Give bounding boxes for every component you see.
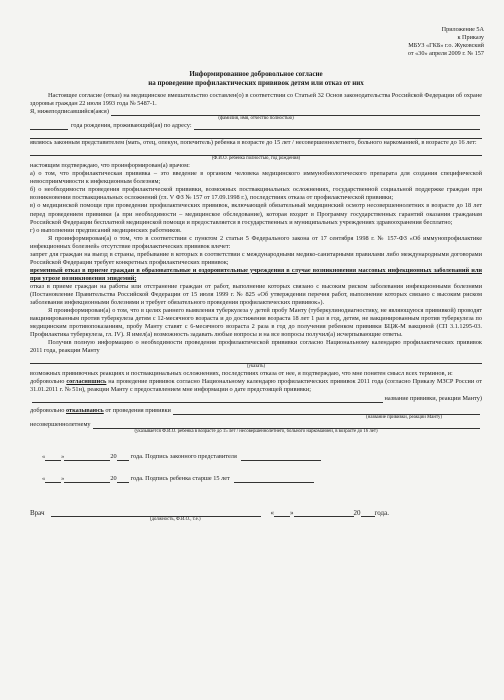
refusal-lead: добровольно — [30, 406, 65, 414]
appendix-line: МБУЗ «ГКБ» г.о. Жуковский — [408, 42, 484, 49]
title-line: Информированное добровольное согласие — [189, 70, 323, 78]
parent-month-field[interactable] — [64, 453, 110, 461]
refusal-word: отказываюсь — [65, 406, 104, 414]
minor-caption: (указывается Ф.И.О. ребенка в возрасте до 15 лет / несовершеннолетнего, больного наркоманией, в возрасте до 16 лет) — [134, 428, 378, 434]
refusal-rest: от проведения прививки — [105, 406, 171, 414]
consent-paragraph: добровольно согласившись на проведение прививок согласно Национальному календарю профилактических прививок 2011 года (согласно Приказу МЗСР России от 31.01.2011 г. № 51н), реакции Манту с предоставлением мне информации о дате предстоящей прививки; — [30, 378, 482, 394]
birth-row — [30, 122, 482, 130]
birth-lead: года рождения, проживающий(ая) по адресу: — [71, 122, 192, 130]
doctor-label: Врач — [30, 508, 45, 517]
child-day-field[interactable] — [45, 475, 61, 483]
body-paragraph: б) о необходимости проведения профилактической прививки, возможных поствакцинальных осложнениях, государственной социальной поддержке граждан при возникновении поствакцинальных осложнений (гл. V ФЗ № 157 от 17.09.1998 г.), последствиях отказа от профилактической прививки; — [30, 186, 482, 202]
minor-fio-field[interactable] — [93, 421, 480, 429]
specify-caption: (указать) — [246, 364, 266, 370]
body-paragraph: временный отказ в приеме граждан в образовательные и оздоровительные учреждения в случае возникновения массовых инфекционных заболеваний или при угрозе возникновения эпидемий; — [30, 266, 482, 282]
document-title — [30, 70, 482, 88]
consent-vaccine-field[interactable] — [32, 395, 383, 403]
consent-word: согласившись — [66, 378, 107, 386]
doctor-year-field[interactable] — [361, 509, 375, 517]
doctor-field[interactable] — [51, 509, 261, 517]
child-caption: (Ф.И.О. ребенка полностью, год рождения) — [211, 156, 301, 162]
body-paragraph: отказ в приеме граждан на работы или отстранение граждан от работ, выполнение которых связано с высоким риском заболевания инфекционными болезнями (Постановление Правительства Российской Федерации от 15 июля 1999 г. № 825 «Об утверждении перечня работ, выполнение которых связано с высоким риском заболевания инфекционными болезнями и требует обязательного проведения профилактических прививок»). — [30, 282, 482, 307]
parent-day-field[interactable] — [45, 453, 61, 461]
child-year-field[interactable] — [117, 475, 129, 483]
address-field[interactable] — [194, 122, 480, 130]
body-paragraph: Я проинформирован(а) о том, что в соответствии с пунктом 2 статьи 5 Федерального закона от 17 сентября 1998 г. № 157-ФЗ «Об иммунопрофилактике инфекционных болезней» отсутствие профилактических прививок влечет: — [30, 234, 482, 250]
body-paragraph: а) о том, что профилактическая прививка – это введение в организм человека медицинского иммунобиологического препарата для создания специфической невосприимчивости к инфекционным болезням; — [30, 170, 482, 186]
reactions-paragraph: возможных прививочных реакциях и поствакцинальных осложнениях, последствиях отказа от нее, я подтверждаю, что мне понятен смысл всех терминов, и: — [30, 370, 453, 378]
refusal-row — [30, 407, 482, 415]
appendix-header — [408, 26, 484, 58]
doctor-day-field[interactable] — [274, 509, 290, 517]
parent-signature-row: « » 20 года. Подпись законного представителя — [42, 453, 482, 461]
doctor-month-field[interactable] — [294, 509, 354, 517]
refusal-caption: (название прививки, реакции Манту) — [366, 414, 442, 420]
child-signature-field[interactable] — [234, 475, 314, 483]
body-paragraph: запрет для граждан на выезд в страны, пребывание в которых в соответствии с международными медико-санитарными правилами либо международными договорами Российской Федерации требует конкретных профилактических прививок; — [30, 250, 482, 266]
appendix-line: Приложение 5А — [441, 26, 484, 33]
body-paragraph: Получив полную информацию о необходимости проведения профилактической прививки согласно Национальному календарю профилактических прививок 2011 года, реакции Манту — [30, 339, 482, 355]
doctor-row: Врач « » 20 года. — [30, 508, 389, 517]
parent-signature-label: года. Подпись законного представителя — [130, 452, 237, 460]
address-field-2[interactable] — [30, 131, 482, 139]
minor-row — [30, 421, 482, 429]
specify-field[interactable] — [30, 356, 482, 364]
fio-caption: (фамилия, имя, отчество полностью) — [218, 116, 294, 122]
appendix-line: к Приказу — [457, 34, 484, 41]
body-paragraph: настоящим подтверждаю, что проинформирован(а) врачом: — [30, 162, 190, 170]
child-fio-field[interactable] — [30, 148, 482, 156]
parent-signature-field[interactable] — [241, 453, 321, 461]
consent-vaccine-row — [30, 395, 482, 403]
title-line: на проведение профилактических прививок детям или отказ от них — [148, 79, 364, 87]
body-paragraph: в) о медицинской помощи при проведении профилактических прививок, включающей обязательный медицинский осмотр несовершеннолетних в возрасте до 18 лет перед проведением прививки (а при необходимости – медицинское обследование), которая входит в Программу государственных гарантий оказания гражданам Российской Федерации бесплатной медицинской помощи и предоставляется в государственных и муниципальных учреждениях здравоохранения бесплатно; — [30, 202, 482, 226]
vaccine-name-label: название прививки, реакции Манту) — [384, 394, 482, 402]
refusal-vaccine-field[interactable] — [173, 407, 480, 415]
intro-paragraph: Настоящее согласие (отказ) на медицинское вмешательство составлен(о) в соответствии со Статьей 32 Основ законодательства Российской Федерации об охране здоровья граждан 22 июля 1993 года № 5487-1. — [30, 92, 482, 108]
birth-year-field[interactable] — [30, 122, 68, 130]
doctor-caption: (должность, Ф.И.О., т.е.) — [150, 516, 201, 522]
appendix-line: от «30» апреля 2009 г. № 157 — [407, 50, 484, 57]
fio-row — [30, 108, 482, 116]
minor-lead: несовершеннолетнему — [30, 420, 91, 428]
body-paragraph: Я проинформирован(а) о том, что в целях раннего выявления туберкулеза у детей пробу Манту (туберкулинодиагностику, не являющуюся прививкой) проводят вакцинированным против туберкулеза детям с 12-месячного возраста и до достижения возраста 18 лет 1 раз в год, детям, не вакцинированным против туберкулеза по медицинским противопоказаниям, пробу Манту ставят с 6-месячного возраста 2 раза в год до получения ребенком прививки БЦЖ-М вакциной (СП 3.1.1295-03. Профилактика туберкулеза, гл. IV). Я имел(а) возможность задавать любые вопросы и на все вопросы получил(а) исчерпывающие ответы. — [30, 307, 482, 339]
child-month-field[interactable] — [64, 475, 110, 483]
parent-year-field[interactable] — [117, 453, 129, 461]
body-paragraph: г) о выполнении предписаний медицинских работников. — [30, 226, 182, 234]
fio-lead: Я, нижеподписавшийся(аяся) — [30, 108, 109, 116]
representative-paragraph: являюсь законным представителем (мать, отец, опекун, попечитель) ребенка в возрасте до 15 лет / несовершеннолетнего, больного наркоманией, в возрасте до 16 лет: — [30, 139, 477, 147]
body-paragraphs — [30, 162, 482, 355]
child-signature-label: года. Подпись ребенка старше 15 лет — [130, 474, 230, 482]
fio-field[interactable] — [111, 108, 480, 116]
child-signature-row: « » 20 года. Подпись ребенка старше 15 лет — [42, 475, 482, 483]
